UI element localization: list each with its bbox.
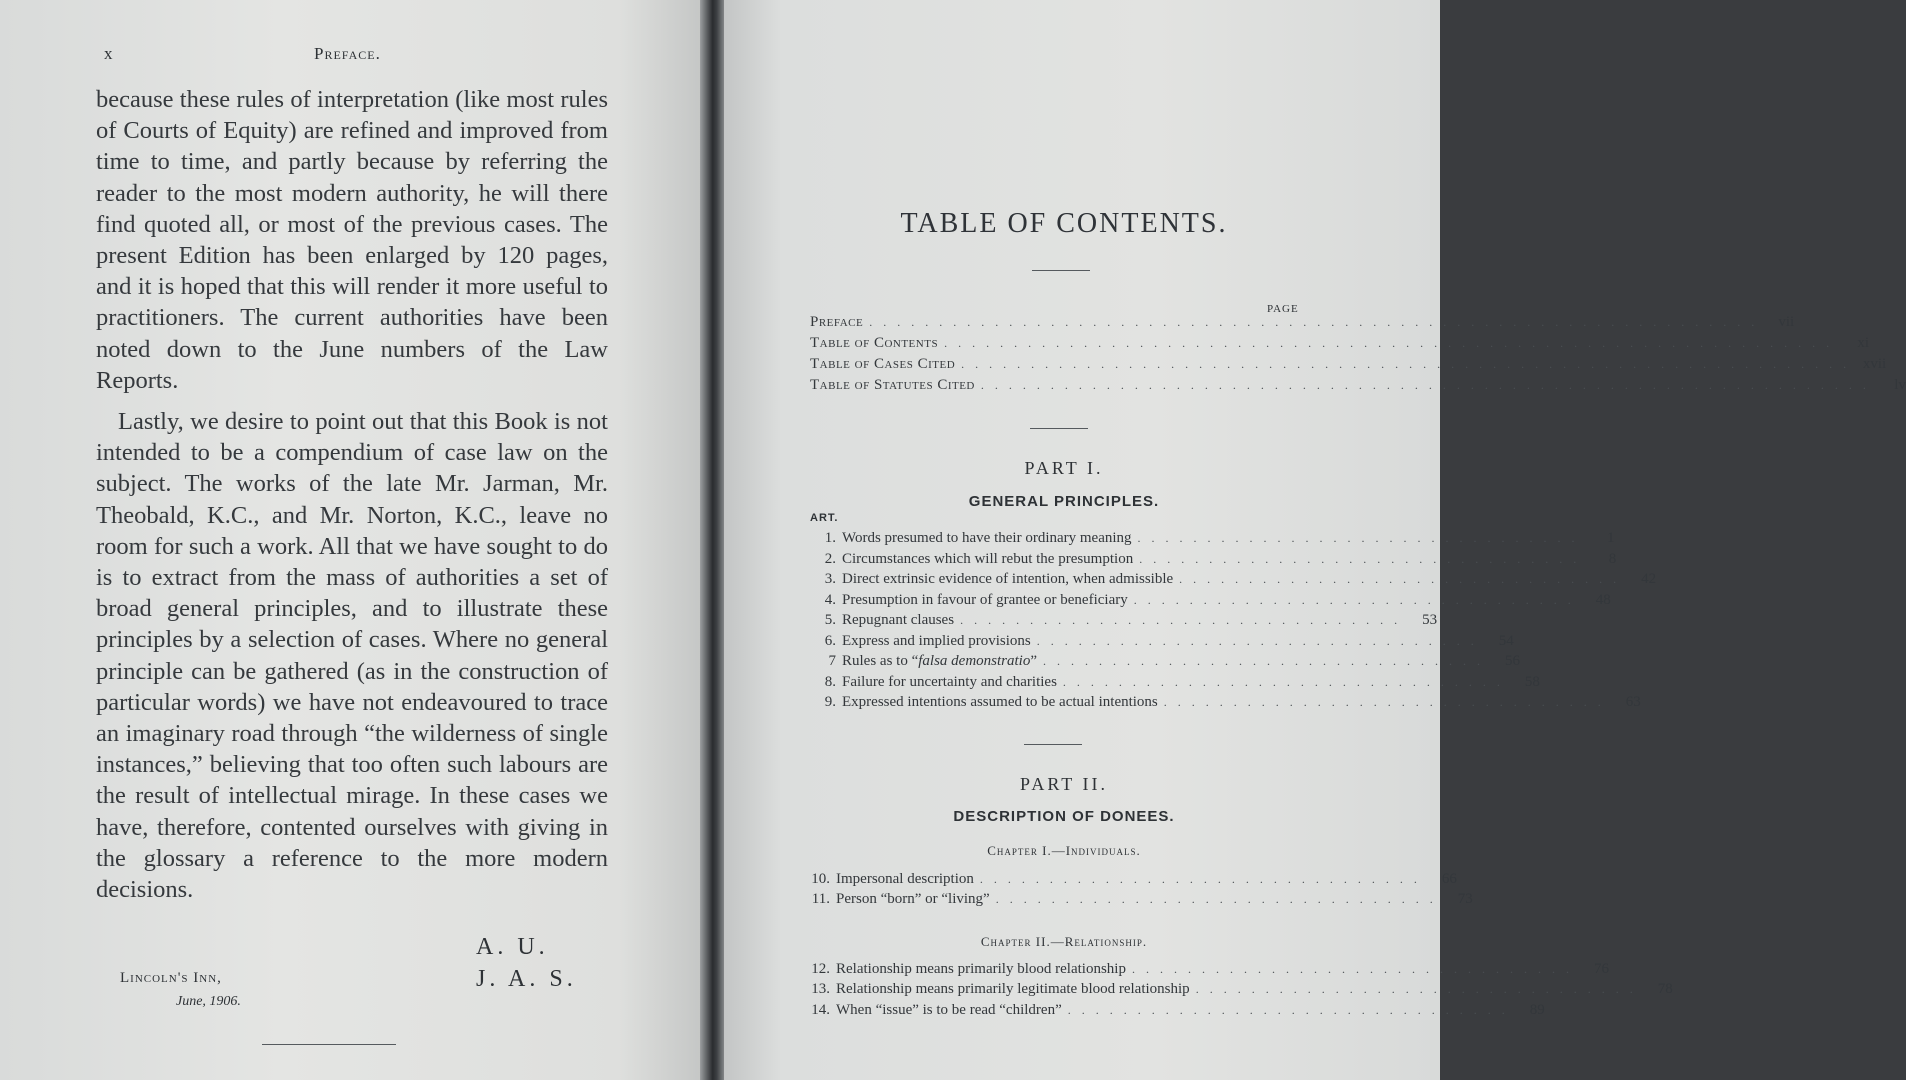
toc-entry-label: Table of Contents xyxy=(810,335,939,351)
article-label: Failure for uncertainty and charities xyxy=(842,674,1057,690)
leader-dots: . . . . . . . . . . . . . . . . . . . . . . . . . . . . . . . . xyxy=(1133,593,1575,607)
leader-dots: . . . . . . . . . . . . . . . . . . . . . . . . . . . . . . . . xyxy=(1131,962,1573,976)
chapter-1-heading: Chapter I.—Individuals. xyxy=(987,843,1141,858)
article-page: 63 xyxy=(1625,694,1641,710)
signature-initials-2: J. A. S. xyxy=(476,966,577,992)
article-number: 2. xyxy=(824,551,836,567)
toc-entry-label: Preface xyxy=(810,314,864,330)
article-page: 58 xyxy=(1524,674,1540,690)
toc-article[interactable] xyxy=(810,674,1540,694)
article-label: Repugnant clauses xyxy=(842,612,955,628)
chapter-2-heading: Chapter II.—Relationship. xyxy=(980,934,1148,949)
article-number: 3. xyxy=(824,571,836,587)
right-page xyxy=(724,0,1906,1080)
article-page: 42 xyxy=(1641,571,1657,587)
leader-dots: . . . . . . . . . . . . . . . . . . . . . . . . . . . . . . . . . . . . . . . . . . . . . . . . . . . . . . . . . . . . . . . . xyxy=(980,378,1870,392)
part-2-title: PART II. xyxy=(1020,774,1108,794)
leader-dots: . . . . . . . . . . . . . . . . . . . . . . . . . . . . . . . . xyxy=(995,892,1437,906)
toc-entry[interactable] xyxy=(810,356,1887,376)
leader-dots: . . . . . . . . . . . . . . . . . . . . . . . . . . . . . . . . xyxy=(1036,634,1478,648)
leader-dots: . . . . . . . . . . . . . . . . . . . . . . . . . . . . . . . . xyxy=(1067,1003,1509,1017)
article-column-header: ART. xyxy=(810,512,839,524)
toc-article[interactable] xyxy=(810,653,1521,673)
article-page: 54 xyxy=(1498,633,1514,649)
leader-dots: . . . . . . . . . . . . . . . . . . . . . . . . . . . . . . . . xyxy=(1043,654,1485,668)
toc-article[interactable] xyxy=(810,592,1611,612)
article-page: 89 xyxy=(1529,1002,1545,1018)
article-page: 56 xyxy=(1505,653,1521,669)
article-label: Express and implied provisions xyxy=(842,633,1031,649)
article-number: 10. xyxy=(811,871,830,887)
article-number: 8. xyxy=(824,674,836,690)
toc-entry-page: lv xyxy=(1894,377,1906,393)
toc-article[interactable] xyxy=(804,891,1473,911)
divider xyxy=(1024,744,1082,745)
article-number: 9. xyxy=(824,694,836,710)
toc-article[interactable] xyxy=(810,530,1615,550)
article-page: 66 xyxy=(1441,871,1457,887)
part-1-title: PART I. xyxy=(1024,458,1104,478)
toc-entry-page: xvii xyxy=(1862,356,1887,372)
article-page: 73 xyxy=(1457,891,1473,907)
article-number: 1. xyxy=(824,530,836,546)
article-label: Direct extrinsic evidence of intention, when admissible xyxy=(842,571,1174,587)
article-label: Impersonal description xyxy=(836,871,974,887)
toc-article[interactable] xyxy=(804,1002,1545,1022)
toc-article[interactable] xyxy=(810,571,1657,591)
article-number: 4. xyxy=(824,592,836,608)
leader-dots: . . . . . . . . . . . . . . . . . . . . . . . . . . . . . . . . xyxy=(1137,531,1579,545)
article-page: 8 xyxy=(1608,551,1617,567)
part-1-subtitle: GENERAL PRINCIPLES. xyxy=(968,493,1160,510)
toc-entry-label: Table of Cases Cited xyxy=(810,356,956,372)
article-label: Person “born” or “living” xyxy=(836,891,990,907)
divider xyxy=(262,1044,396,1045)
article-number: 5. xyxy=(824,612,836,628)
toc-entry[interactable] xyxy=(810,335,1870,355)
article-page: 53 xyxy=(1422,612,1438,628)
leader-dots: . . . . . . . . . . . . . . . . . . . . . . . . . . . . . . . . xyxy=(1062,675,1504,689)
toc-entry-label: Table of Statutes Cited xyxy=(810,377,975,393)
toc-title: TABLE OF CONTENTS. xyxy=(900,208,1228,239)
article-number: 7 xyxy=(828,653,836,669)
toc-entry[interactable] xyxy=(810,314,1795,334)
article-label-italic: falsa demonstratio xyxy=(918,653,1031,669)
preface-body xyxy=(96,84,608,905)
leader-dots: . . . . . . . . . . . . . . . . . . . . . . . . . . . . . . . . . . . . . . . . . . . . . . . . . . . . . . . . . . . . . . . . xyxy=(944,336,1834,350)
toc-article[interactable] xyxy=(804,871,1457,891)
signature-initials-1: A. U. xyxy=(476,934,549,960)
article-page: 48 xyxy=(1595,592,1611,608)
signature-place: Lincoln's Inn, xyxy=(120,970,222,986)
left-page xyxy=(0,0,704,1080)
toc-article[interactable] xyxy=(804,961,1609,981)
article-label: Relationship means primarily blood relationship xyxy=(836,961,1126,977)
article-page: 1 xyxy=(1607,530,1615,546)
toc-entry-page: vii xyxy=(1778,314,1795,330)
divider xyxy=(1030,428,1088,429)
leader-dots: . . . . . . . . . . . . . . . . . . . . . . . . . . . . . . . . xyxy=(1179,572,1621,586)
article-number: 11. xyxy=(811,891,830,907)
preface-paragraph-1: because these rules of interpretation (like most rules of Courts of Equity) are refined and improved from time to time, and partly because by referring the reader to the most modern authority, he will there find quoted all, or most of the previous cases. The present Edition has been enlarged by 120 pages, and it is hoped that this will render it more useful to practitioners. The current authorities have been noted down to the June numbers of the Law Reports. xyxy=(96,86,608,394)
toc-article[interactable] xyxy=(810,694,1641,714)
leader-dots: . . . . . . . . . . . . . . . . . . . . . . . . . . . . . . . . . . . . . . . . . . . . . . . . . . . . . . . . . . . . . . . . xyxy=(961,357,1851,371)
page-number: x xyxy=(104,44,114,63)
article-label: When “issue” is to be read “children” xyxy=(836,1002,1062,1018)
article-label: Expressed intentions assumed to be actual intentions xyxy=(842,694,1158,710)
article-label: Presumption in favour of grantee or beneficiary xyxy=(842,592,1128,608)
toc-entry[interactable] xyxy=(810,377,1906,397)
article-label-suffix: ” xyxy=(1030,653,1038,669)
part-2-subtitle: DESCRIPTION OF DONEES. xyxy=(953,808,1175,825)
article-page: 76 xyxy=(1593,961,1609,977)
article-label xyxy=(842,653,1037,670)
page-column-header: PAGE xyxy=(1267,303,1299,315)
running-head-title: Preface. xyxy=(314,44,381,63)
article-number: 13. xyxy=(811,981,830,997)
article-label: Relationship means primarily legitimate blood relationship xyxy=(836,981,1190,997)
toc-article[interactable] xyxy=(810,551,1617,571)
leader-dots: . . . . . . . . . . . . . . . . . . . . . . . . . . . . . . . . xyxy=(1163,695,1605,709)
signature-date: June, 1906. xyxy=(176,994,241,1009)
divider xyxy=(1032,270,1090,271)
leader-dots: . . . . . . . . . . . . . . . . . . . . . . . . . . . . . . . . xyxy=(960,613,1402,627)
article-number: 14. xyxy=(811,1002,830,1018)
article-label: Words presumed to have their ordinary meaning xyxy=(842,530,1132,546)
article-page: 78 xyxy=(1657,981,1673,997)
preface-paragraph-2: Lastly, we desire to point out that this Book is not intended to be a compendium of case law on the subject. The works of the late Mr. Jarman, Mr. Theobald, K.C., and Mr. Norton, K.C., leave no room for such a work. All that we have sought to do is to extract from the mass of authorities a set of broad general principles, and to illustrate these principles by a selection of cases. Where no general principle can be gathered (as in the construction of particular words) we have not endeavoured to trace an imaginary road through “the wilderness of single instances,” believing that too often such labours are the result of intellectual mirage. In these cases we have, therefore, contented ourselves with giving in the glossary a reference to the more modern decisions. xyxy=(96,408,608,904)
leader-dots: . . . . . . . . . . . . . . . . . . . . . . . . . . . . . . . . xyxy=(979,872,1421,886)
leader-dots: . . . . . . . . . . . . . . . . . . . . . . . . . . . . . . . . xyxy=(1139,552,1581,566)
toc-article[interactable] xyxy=(810,612,1438,632)
leader-dots: . . . . . . . . . . . . . . . . . . . . . . . . . . . . . . . . xyxy=(1195,982,1637,996)
article-number: 6. xyxy=(824,633,836,649)
article-number: 12. xyxy=(811,961,830,977)
toc-entry-page: xi xyxy=(1857,335,1870,351)
article-label-prefix: Rules as to “ xyxy=(842,653,919,669)
toc-article[interactable] xyxy=(804,981,1673,1001)
article-label: Circumstances which will rebut the presumption xyxy=(842,551,1134,567)
toc-article[interactable] xyxy=(810,633,1514,653)
leader-dots: . . . . . . . . . . . . . . . . . . . . . . . . . . . . . . . . . . . . . . . . . . . . . . . . . . . . . . . . . . . . . . . . xyxy=(869,315,1759,329)
